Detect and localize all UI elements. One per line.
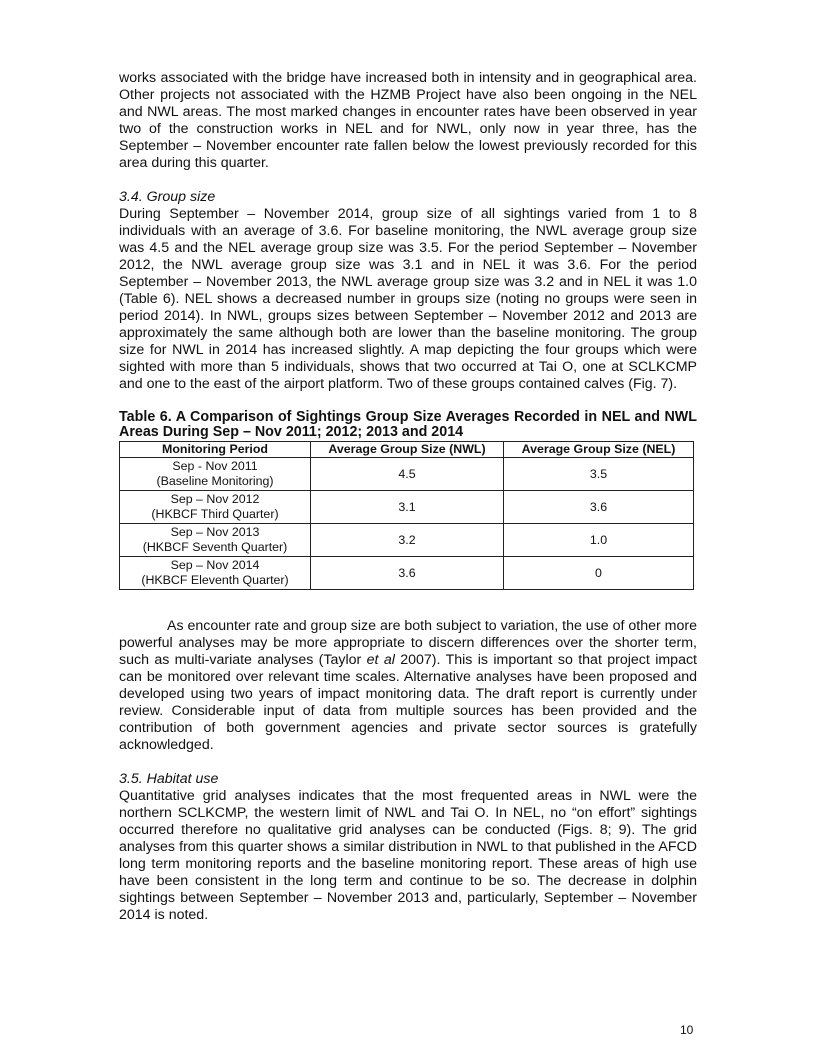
page-number: 10 xyxy=(680,1023,694,1037)
table-caption: Table 6. A Comparison of Sightings Group Size Averages Recorded in NEL and NWL Areas During Sep – Nov 2011; 2012; 2013 and 2014 xyxy=(119,409,697,440)
nel-value: 1.0 xyxy=(504,524,694,557)
section-heading-habitat-use: 3.5. Habitat use xyxy=(119,771,219,787)
period-cell xyxy=(120,458,311,491)
analysis-text-end: 2007). This is important so that project impact can be monitored over relevant time scales. Alternative analyses have been proposed and developed using two years of impact monitoring data. The draft report is currently under review. Considerable input of data from multiple sources has been provided and the contribution of both government agencies and private sector sources is gratefully acknowledged. xyxy=(119,652,697,753)
intro-paragraph: works associated with the bridge have increased both in intensity and in geographical area. Other projects not associated with the HZMB Project have also been ongoing in the NEL and NWL areas. The most marked changes in encounter rates have been observed in year two of the construction works in NEL and for NWL, only now in year three, has the September – November encounter rate fallen below the lowest previously recorded for this area during this quarter. xyxy=(119,70,697,171)
nel-value: 3.6 xyxy=(504,491,694,524)
period-description: (Baseline Monitoring) xyxy=(156,474,274,488)
table-row xyxy=(120,524,694,557)
group-size-table xyxy=(119,441,694,590)
period-description: (HKBCF Seventh Quarter) xyxy=(142,540,288,554)
period-dates: Sep – Nov 2014 xyxy=(170,558,260,572)
period-dates: Sep - Nov 2011 xyxy=(172,459,258,473)
nwl-value: 3.6 xyxy=(311,557,504,590)
table-row xyxy=(120,491,694,524)
section-heading-group-size: 3.4. Group size xyxy=(119,189,216,205)
nwl-value: 4.5 xyxy=(311,458,504,491)
column-header-period: Monitoring Period xyxy=(120,442,311,458)
period-description: (HKBCF Eleventh Quarter) xyxy=(141,573,289,587)
nel-value: 0 xyxy=(504,557,694,590)
table-row xyxy=(120,557,694,590)
period-dates: Sep – Nov 2013 xyxy=(170,525,260,539)
period-cell xyxy=(120,524,311,557)
table-row xyxy=(120,458,694,491)
period-dates: Sep – Nov 2012 xyxy=(170,492,260,506)
period-description: (HKBCF Third Quarter) xyxy=(151,507,279,521)
nwl-value: 3.1 xyxy=(311,491,504,524)
document-page xyxy=(119,70,697,924)
nel-value: 3.5 xyxy=(504,458,694,491)
analysis-text-start: As encounter rate and group size are both subject to variation, the use of other more powerful analyses may be more appropriate to discern differences over the shorter term, such as multi-variate analyses (Taylor xyxy=(119,618,697,668)
column-header-nel: Average Group Size (NEL) xyxy=(504,442,694,458)
column-header-nwl: Average Group Size (NWL) xyxy=(311,442,504,458)
period-cell xyxy=(120,557,311,590)
nwl-value: 3.2 xyxy=(311,524,504,557)
period-cell xyxy=(120,491,311,524)
analysis-paragraph xyxy=(119,618,697,754)
group-size-paragraph: During September – November 2014, group size of all sightings varied from 1 to 8 individuals with an average of 3.6. For baseline monitoring, the NWL average group size was 4.5 and the NEL average group size was 3.5. For the period September – November 2012, the NWL average group size was 3.1 and in NEL it was 3.6. For the period September – November 2013, the NWL average group size was 3.2 and in NEL it was 1.0 (Table 6). NEL shows a decreased number in groups size (noting no groups were seen in period 2014). In NWL, groups sizes between September – November 2012 and 2013 are approximately the same although both are lower than the baseline monitoring. The group size for NWL in 2014 has increased slightly. A map depicting the four groups which were sighted with more than 5 individuals, shows that two occurred at Tai O, one at SCLKCMP and one to the east of the airport platform. Two of these groups contained calves (Fig. 7). xyxy=(119,206,697,392)
table-header-row xyxy=(120,442,694,458)
citation-et-al: et al xyxy=(366,652,395,668)
habitat-use-paragraph: Quantitative grid analyses indicates that the most frequented areas in NWL were the northern SCLKCMP, the western limit of NWL and Tai O. In NEL, no “on effort” sightings occurred therefore no qualitative grid analyses can be conducted (Figs. 8; 9). The grid analyses from this quarter shows a similar distribution in NWL to that published in the AFCD long term monitoring reports and the baseline monitoring report. These areas of high use have been consistent in the long term and continue to be so. The decrease in dolphin sightings between September – November 2013 and, particularly, September – November 2014 is noted. xyxy=(119,788,697,923)
